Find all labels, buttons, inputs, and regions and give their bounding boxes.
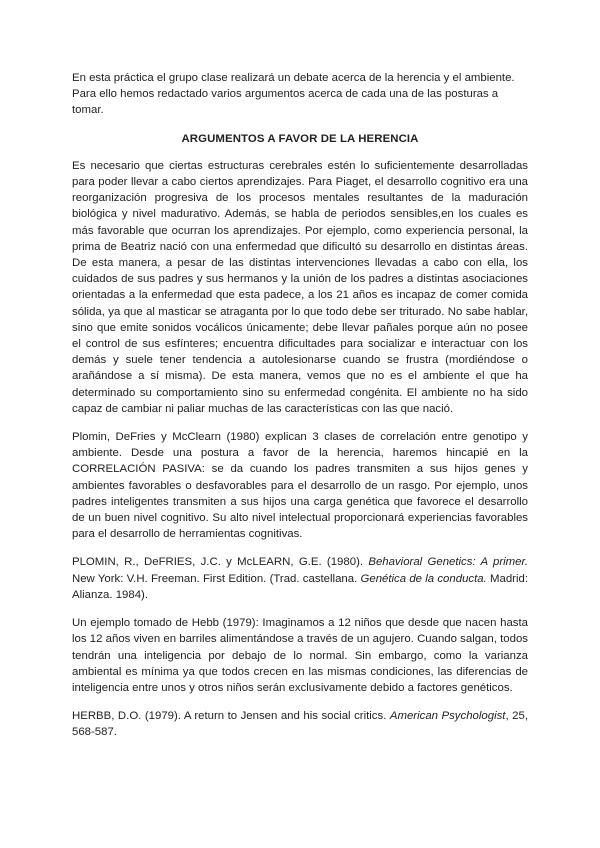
- section-heading: ARGUMENTOS A FAVOR DE LA HERENCIA: [181, 132, 419, 145]
- reference-hebb-details: , 25, 568-587.: [72, 710, 528, 739]
- reference-hebb-authors: HERBB, D.O. (1979). A return to Jensen and his social critics.: [72, 710, 387, 723]
- reference-plomin-translated-title: Genética de la conducta.: [360, 572, 487, 585]
- intro-line-1: En esta práctica el grupo clase realizará un debate acerca de la herencia y el ambiente.: [72, 72, 515, 84]
- reference-plomin-authors: PLOMIN, R., DeFRIES, J.C. y McLEARN, G.E. (1980).: [72, 556, 364, 569]
- reference-plomin-translation-info: Madrid: Alianza. 1984).: [72, 572, 528, 601]
- reference-plomin: [72, 554, 528, 603]
- paragraph-hebb: Un ejemplo tomado de Hebb (1979): Imaginamos a 12 niños que desde que nacen hasta los 12 años viven en barriles alimentándose a través de un agujero. Cuando salgan, todos tendrán una inteligencia por debajo de lo normal. Sin embargo, como la varianza ambiental es mínima ya que todos crecen en las mismas condiciones, las diferencias de inteligencia entre unos y otros niños serán exclusivamente debido a factores genéticos.: [72, 617, 528, 694]
- document-page: [72, 70, 528, 753]
- paragraph-plomin: Plomin, DeFries y McClearn (1980) explican 3 clases de correlación entre genotipo y ambiente. Desde una postura a favor de la herencia, haremos hincapié en la CORRELACIÓN PASIVA: se da cuando los padres transmiten a sus hijos genes y ambientes favorables o desfavorables para el desarrollo de un rasgo. Por ejemplo, unos padres inteligentes transmiten a sus hijos una carga genética que favorece el desarrollo de un buen nivel cognitivo. Su alto nivel intelectual proporcionará experiencias favorables para el desarrollo de herramientas cognitivas.: [72, 431, 528, 541]
- reference-hebb-journal: American Psychologist: [389, 710, 506, 723]
- intro-line-2: Para ello hemos redactado varios argumentos acerca de cada una de las posturas a tomar.: [72, 88, 499, 117]
- reference-hebb: [72, 708, 528, 740]
- paragraph-maturation: Es necesario que ciertas estructuras cerebrales estén lo suficientemente desarrolladas para poder llevar a cabo ciertos aprendizajes. Para Piaget, el desarrollo cognitivo era una reorganización progresiva de los procesos mentales resultantes de la maduración biológica y nivel madurativo. Además, se habla de periodos sensibles,en los cuales es más favorable que ocurran los aprendizajes. Por ejemplo, como experiencia personal, la prima de Beatriz nació con una enfermedad que dificultó su desarrollo en distintas áreas. De esta manera, a pesar de las distintas intervenciones llevadas a cabo con ella, los cuidados de sus padres y sus hermanos y la unión de los padres a distintas asociaciones orientadas a la enfermedad que esta padece, a los 21 años es incapaz de comer comida sólida, ya que al masticar se atraganta por lo que todo debe ser triturado. No sabe hablar, sino que emite sonidos vocálicos únicamente; debe llevar pañales porque aún no posee el control de sus esfínteres; encuentra dificultades para socializar e interactuar con los demás y suele tener tendencia a autolesionarse cuando se frustra (mordiéndose o arañándose a sí misma). De esta manera, vemos que no es el ambiente el que ha determinado su comportamiento sino su enfermedad congénita. El ambiente no ha sido capaz de cambiar ni paliar muchas de las características con las que nació.: [72, 159, 528, 415]
- reference-plomin-title: Behavioral Genetics: A primer.: [368, 556, 529, 569]
- reference-plomin-publisher: New York: V.H. Freeman. First Edition. (Trad. castellana.: [72, 572, 358, 585]
- intro-text: [72, 70, 528, 119]
